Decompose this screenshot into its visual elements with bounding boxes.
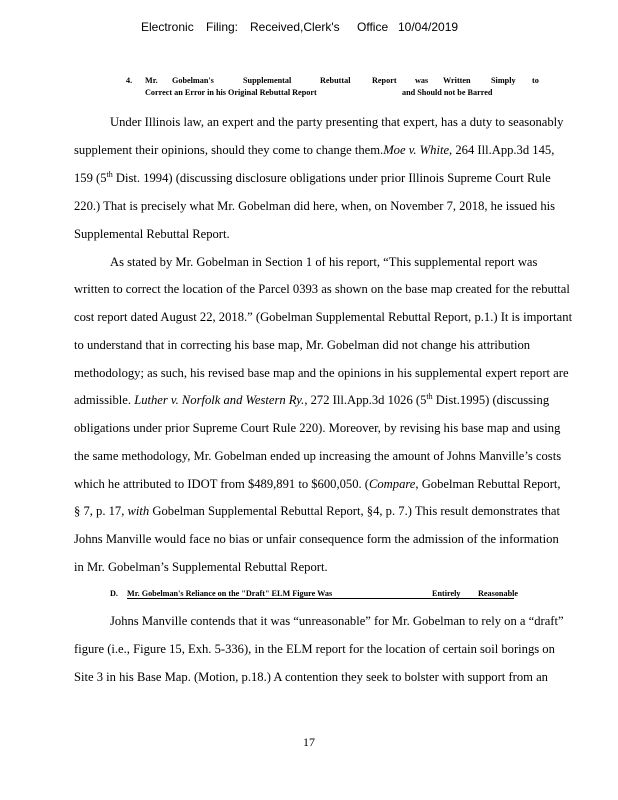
- text-line: the same methodology, Mr. Gobelman ended up increasing the amount of Johns Manville’s costs: [74, 449, 562, 463]
- heading-word: Mr.: [145, 76, 158, 85]
- text-line: [74, 170, 551, 186]
- text-line: Johns Manville contends that it was “unreasonable” for Mr. Gobelman to rely on a “draft”: [110, 614, 564, 628]
- signal-word: with: [127, 504, 150, 518]
- text-line: Supplemental Rebuttal Report.: [74, 227, 230, 241]
- text-run: , 272 Ill.App.3d 1026 (5: [304, 393, 427, 407]
- text-run: which he attributed to IDOT from $489,891 to $600,050. (: [74, 477, 369, 491]
- text-run: not change: [401, 338, 457, 352]
- text-run: Dist.1995) (discussing: [432, 393, 550, 407]
- heading-letter: D.: [110, 589, 118, 598]
- heading-text: Mr. Gobelman's Reliance on the "Draft" ELM Figure Was: [127, 589, 333, 598]
- heading-line2: and Should not be Barred: [402, 88, 493, 97]
- header-word: Received,Clerk's: [250, 20, 340, 34]
- text-line: [74, 503, 560, 519]
- header-word: Filing:: [206, 20, 239, 34]
- page-number: 17: [303, 735, 315, 749]
- heading-word: to: [532, 76, 539, 85]
- text-run: , Gobelman Rebuttal Report,: [415, 477, 561, 491]
- text-run: 159 (5: [74, 171, 107, 185]
- text-run: § 7, p. 17,: [74, 504, 128, 518]
- text-run: his attribution: [459, 338, 531, 352]
- text-run: admissible.: [74, 393, 132, 407]
- signal-word: Compare: [368, 477, 416, 491]
- text-line: cost report dated August 22, 2018.” (Gobelman Supplemental Rebuttal Report, p.1.) It is important: [74, 310, 573, 324]
- text-run: to understand that in correcting his base map, Mr. Gobelman did: [74, 338, 399, 352]
- heading-word: Written: [443, 76, 471, 85]
- case-citation: Luther v. Norfolk and Western Ry.: [134, 393, 305, 407]
- text-run: for the rebuttal: [495, 282, 570, 296]
- heading-text: Entirely: [432, 589, 461, 598]
- text-line: [74, 281, 570, 297]
- heading-word: Report: [372, 76, 397, 85]
- text-line: obligations under prior Supreme Court Rule 220). Moreover, by revising his base map and using: [74, 421, 561, 435]
- text-run: , 264 Ill.App.3d 145,: [449, 143, 555, 157]
- heading-underline: [127, 598, 514, 599]
- text-line: Under Illinois law, an expert and the party presenting that expert, has a duty to seasonably: [110, 115, 564, 129]
- text-line: Johns Manville would face no bias or unfair consequence form the admission of the information: [74, 532, 559, 546]
- header-word: Office: [357, 20, 389, 34]
- text-line: [74, 392, 549, 408]
- heading-text: Reasonable: [478, 589, 519, 598]
- text-line: [74, 476, 561, 492]
- text-line: in Mr. Gobelman’s Supplemental Rebuttal Report.: [74, 560, 328, 574]
- text-run: Gobelman Supplemental Rebuttal Report, §4, p. 7.) This result demonstrates that: [149, 504, 560, 518]
- heading-word: was: [415, 76, 429, 85]
- heading-line2: Correct an Error in his Original Rebuttal Report: [145, 88, 317, 97]
- heading-word: Supplemental: [243, 76, 292, 85]
- heading-number: 4.: [126, 76, 133, 85]
- heading-word: Gobelman's: [172, 76, 214, 85]
- text-line: [74, 337, 530, 353]
- text-run: written to correct the location of the Parcel 0393 as shown on the base map created: [74, 282, 492, 296]
- text-run: Dist. 1994) (discussing disclosure obligations under prior: [112, 171, 406, 185]
- text-line: As stated by Mr. Gobelman in Section 1 of his report, “This supplemental report was: [110, 255, 538, 269]
- text-line: methodology; as such, his revised base map and the opinions in his supplemental expert report are: [74, 366, 569, 380]
- heading-word: Rebuttal: [320, 76, 351, 85]
- case-citation: Moe v. White: [383, 143, 450, 157]
- superscript: th: [426, 391, 433, 401]
- heading-word: Simply: [491, 76, 516, 85]
- text-line: 220.) That is precisely what Mr. Gobelman did here, when, on November 7, 2018, he issued his: [74, 199, 556, 213]
- text-run: Illinois Supreme Court Rule: [408, 171, 551, 185]
- text-line: [74, 142, 554, 158]
- superscript: th: [106, 169, 113, 179]
- header-word: Electronic: [141, 20, 194, 34]
- text-run: supplement their opinions, should they come to change them.: [74, 143, 384, 157]
- text-line: Site 3 in his Base Map. (Motion, p.18.) A contention they seek to bolster with support from an: [74, 670, 548, 684]
- text-line: figure (i.e., Figure 15, Exh. 5-336), in the ELM report for the location of certain soil borings on: [74, 642, 555, 656]
- header-date: 10/04/2019: [398, 20, 459, 34]
